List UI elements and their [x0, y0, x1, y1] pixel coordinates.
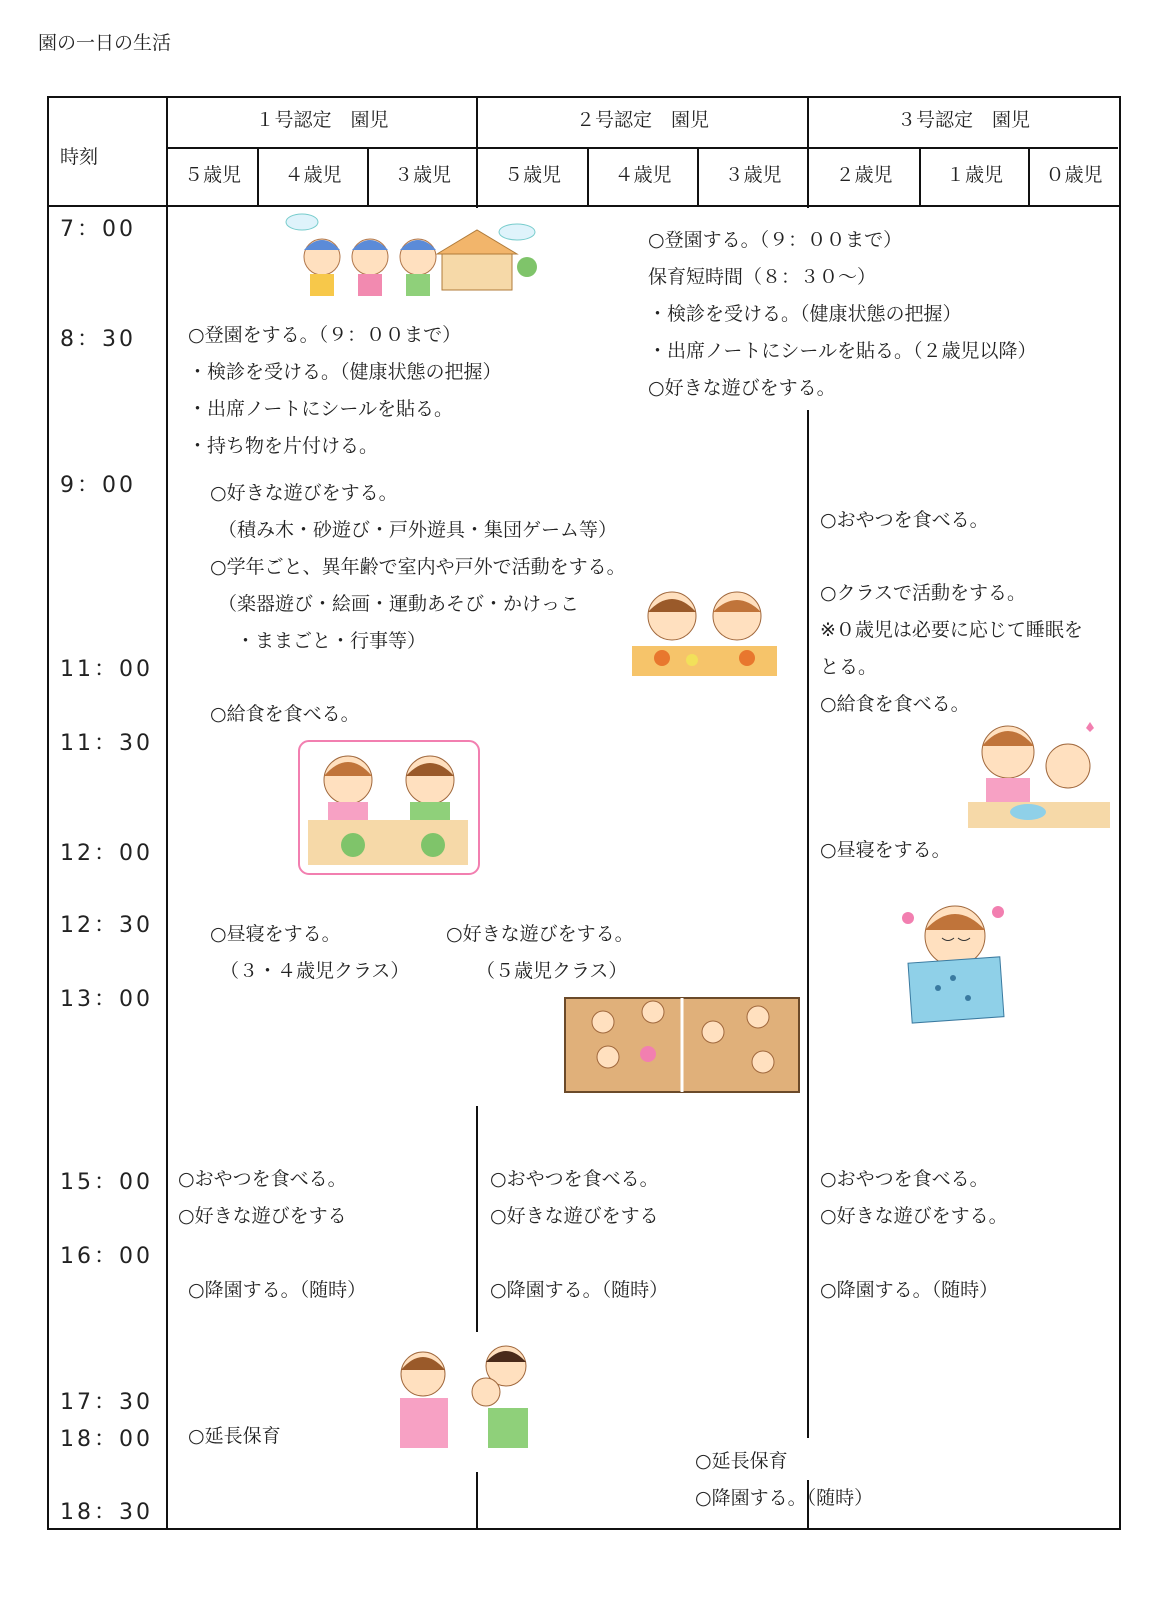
age-header: ０歳児: [1045, 164, 1103, 186]
time-column-divider: [166, 96, 168, 1528]
schedule-text: ※０歳児は必要に応じて睡眠を: [820, 619, 1083, 641]
schedule-text: ○降園する。（随時）: [490, 1279, 669, 1301]
time-label: 15：00: [60, 1170, 153, 1195]
schedule-text: ・ままごと・行事等）: [236, 630, 427, 652]
col2-divider-bottom: [476, 1472, 478, 1528]
time-label: 13：00: [60, 987, 153, 1012]
time-label: 11：00: [60, 657, 153, 682]
col3-divider: [807, 410, 809, 1438]
schedule-text: ○昼寝をする。: [210, 923, 341, 945]
schedule-text: ○おやつを食べる。: [490, 1168, 659, 1190]
time-label: 12：00: [60, 841, 153, 866]
age-header: ３歳児: [724, 164, 782, 186]
schedule-text: （積み木・砂遊び・戸外遊具・集団ゲーム等）: [218, 519, 618, 541]
time-label: 8：30: [60, 327, 136, 352]
header-bottom-line: [47, 205, 1119, 207]
schedule-text: ○好きな遊びをする: [178, 1205, 347, 1227]
schedule-text: （５歳児クラス）: [476, 960, 628, 982]
schedule-text: ○おやつを食べる。: [820, 509, 989, 531]
age-header: ４歳児: [614, 164, 672, 186]
schedule-text: ○好きな遊びをする。: [446, 923, 634, 945]
schedule-text: ○好きな遊びをする。: [648, 377, 836, 399]
time-label: 12：30: [60, 913, 153, 938]
parents-greeting-illustration: [388, 1342, 546, 1454]
children-walking-illustration: [282, 212, 544, 307]
children-lunch-illustration: [298, 740, 480, 875]
schedule-text: ○降園する。（随時）: [188, 1279, 367, 1301]
schedule-text: ○降園する。（随時）: [820, 1279, 999, 1301]
sleeping-child-illustration: [898, 898, 1013, 1028]
schedule-text: ○給食を食べる。: [210, 703, 360, 725]
time-label: 18：30: [60, 1500, 153, 1525]
group-header-3: ３号認定 園児: [896, 109, 1030, 131]
age-header: ３歳児: [393, 164, 451, 186]
children-eating-snack-illustration: [632, 586, 777, 676]
age-header: ５歳児: [183, 164, 241, 186]
page-title: 園の一日の生活: [38, 32, 172, 54]
schedule-text: ○給食を食べる。: [820, 693, 970, 715]
group-header-1: １号認定 園児: [255, 109, 389, 131]
schedule-text: （３・４歳児クラス）: [220, 960, 410, 982]
schedule-text: ・出席ノートにシールを貼る。: [188, 398, 454, 420]
schedule-text: ○登園をする。（９：００まで）: [188, 324, 462, 346]
time-header: 時刻: [60, 146, 99, 168]
schedule-text: ○おやつを食べる。: [178, 1168, 347, 1190]
schedule-text: ○昼寝をする。: [820, 839, 951, 861]
schedule-text: ・出席ノートにシールを貼る。（２歳児以降）: [648, 340, 1037, 362]
age-header: ５歳児: [503, 164, 561, 186]
time-label: 16：00: [60, 1244, 153, 1269]
schedule-text: ○おやつを食べる。: [820, 1168, 989, 1190]
schedule-text: （楽器遊び・絵画・運動あそび・かけっこ: [218, 593, 580, 615]
schedule-text: 保育短時間（８：３０～）: [648, 266, 877, 288]
time-label: 9：00: [60, 473, 136, 498]
schedule-text: ・検診を受ける。（健康状態の把握）: [188, 361, 502, 383]
group-header-2: ２号認定 園児: [575, 109, 709, 131]
mother-feeding-baby-illustration: [968, 716, 1110, 828]
age-header: １歳児: [945, 164, 1003, 186]
schedule-text: ○好きな遊びをする: [490, 1205, 659, 1227]
header-divider: [167, 147, 1118, 149]
time-label: 11：30: [60, 731, 153, 756]
schedule-text: とる。: [820, 656, 878, 678]
time-label: 17：30: [60, 1390, 153, 1415]
schedule-text: ○登園する。（９：００まで）: [648, 229, 903, 251]
col2-divider-afternoon: [476, 1106, 478, 1332]
time-label: 18：00: [60, 1427, 153, 1452]
age-header: ４歳児: [284, 164, 342, 186]
age-header: ２歳児: [835, 164, 893, 186]
schedule-text: ○好きな遊びをする。: [820, 1205, 1008, 1227]
children-dodgeball-illustration: [563, 992, 801, 1096]
schedule-text: ○降園する。（随時）: [695, 1487, 874, 1509]
schedule-text: ・検診を受ける。（健康状態の把握）: [648, 303, 962, 325]
schedule-text: ○好きな遊びをする。: [210, 482, 398, 504]
schedule-text: ○学年ごと、異年齢で室内や戸外で活動をする。: [210, 556, 626, 578]
schedule-text: ○延長保育: [188, 1425, 281, 1447]
schedule-text: ○クラスで活動をする。: [820, 582, 1027, 604]
time-label: 7：00: [60, 217, 136, 242]
schedule-text: ○延長保育: [695, 1450, 788, 1472]
schedule-text: ・持ち物を片付ける。: [188, 435, 379, 457]
